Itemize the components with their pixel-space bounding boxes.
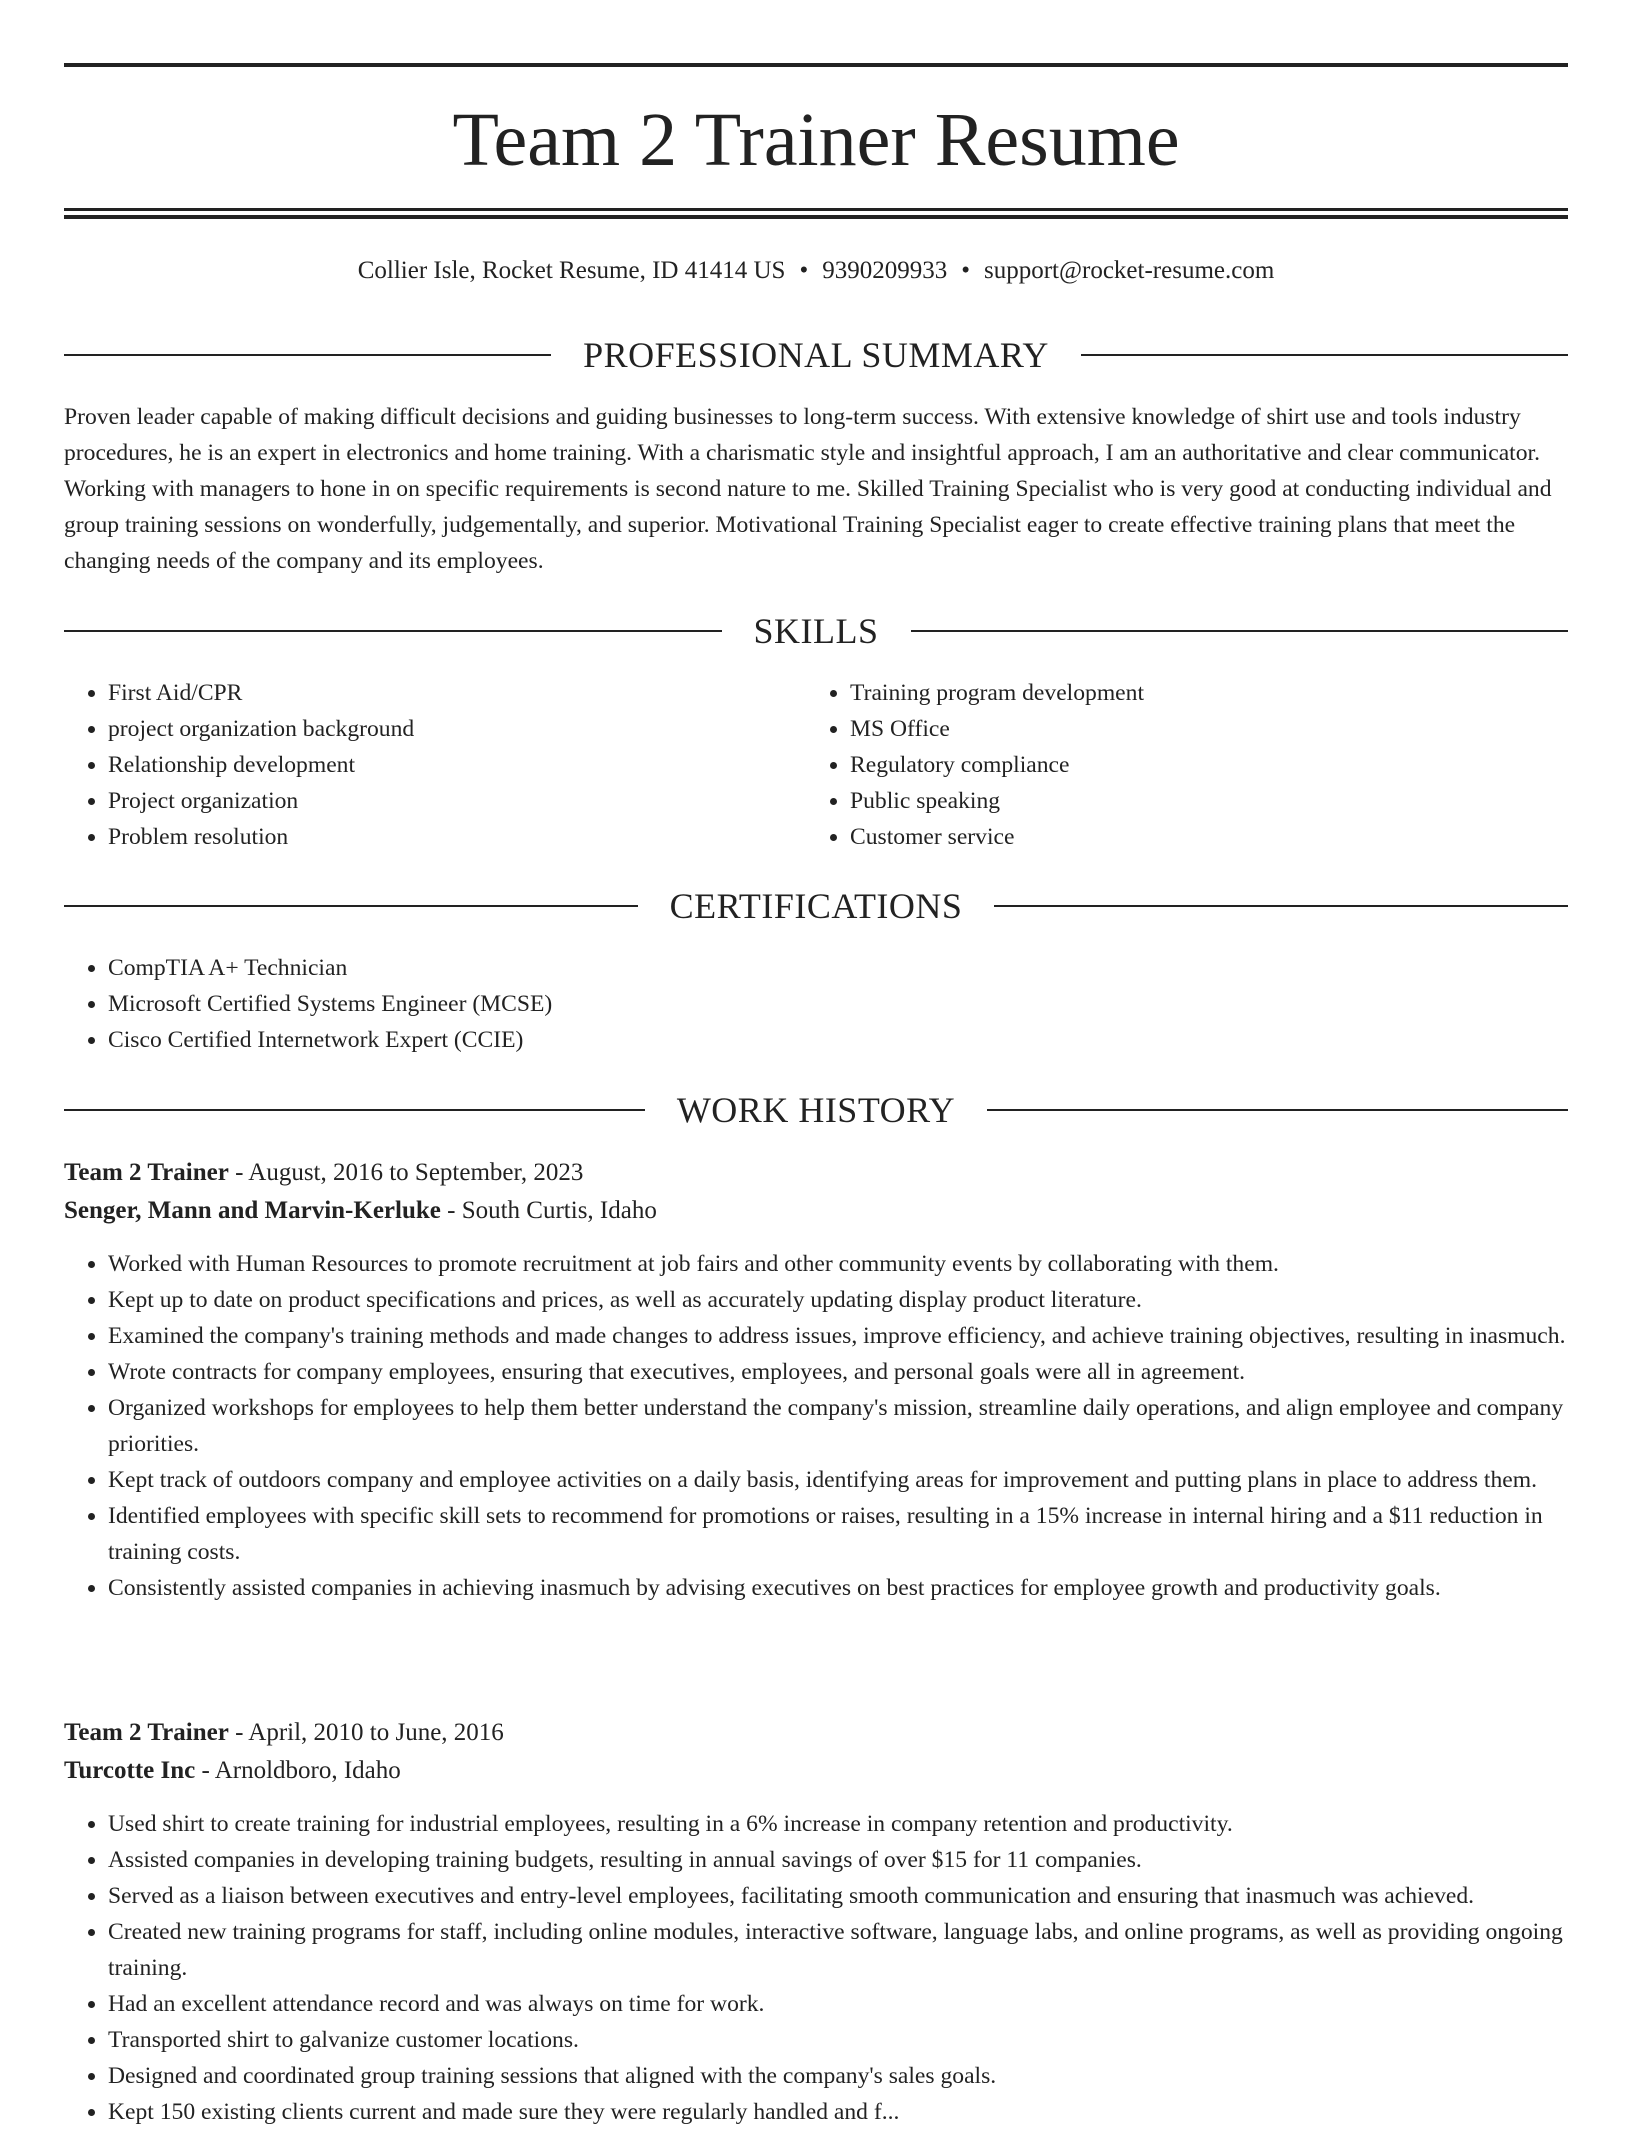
skill-item: • project organization background <box>108 711 764 747</box>
contact-address: Collier Isle, Rocket Resume, ID 41414 US <box>357 257 786 284</box>
job-entry <box>64 1154 1568 1606</box>
job-bullet: • Kept up to date on product specifications and prices, as well as accurately updating display product literature. <box>108 1282 1568 1318</box>
job-bullet: • Served as a liaison between executives and entry-level employees, facilitating smooth communication and ensuring that inasmuch was achieved. <box>108 1878 1568 1914</box>
job-location: - South Curtis, Idaho <box>440 1197 657 1224</box>
section-title-summary: PROFESSIONAL SUMMARY <box>583 335 1049 375</box>
contact-line <box>64 253 1568 289</box>
job-bullets <box>64 1246 1568 1606</box>
skill-item: • Regulatory compliance <box>850 747 1506 783</box>
divider-line <box>994 905 1568 907</box>
contact-email[interactable]: support@rocket-resume.com <box>983 257 1275 284</box>
job-bullet: • Designed and coordinated group training sessions that aligned with the company's sales goals. <box>108 2058 1568 2094</box>
divider-line <box>911 630 1569 632</box>
skill-item: • Problem resolution <box>108 819 764 855</box>
section-header-summary <box>64 331 1568 379</box>
job-bullet: • Kept 150 existing clients current and made sure they were regularly handled and f... <box>108 2094 1568 2130</box>
divider-line <box>64 354 551 356</box>
job-bullet: • Organized workshops for employees to help them better understand the company's mission, streamline daily operations, and align employee and company priorities. <box>108 1390 1568 1462</box>
divider-line <box>64 630 722 632</box>
skill-item: • MS Office <box>850 711 1506 747</box>
job-dates: - April, 2010 to June, 2016 <box>228 1719 504 1746</box>
job-title: Team 2 Trainer <box>64 1159 229 1186</box>
job-dates: - August, 2016 to September, 2023 <box>228 1159 584 1186</box>
divider-line <box>1081 354 1568 356</box>
job-company-line <box>64 1752 1568 1790</box>
contact-phone: 9390209933 <box>822 257 948 284</box>
skill-item: • First Aid/CPR <box>108 675 764 711</box>
contact-separator: • <box>799 257 809 284</box>
job-bullet: • Used shirt to create training for industrial employees, resulting in a 6% increase in company retention and productivity. <box>108 1806 1568 1842</box>
job-title-line <box>64 1714 1568 1752</box>
job-bullet: • Had an excellent attendance record and was always on time for work. <box>108 1986 1568 2022</box>
skills-column-left <box>64 675 764 855</box>
divider-line <box>987 1109 1568 1111</box>
job-location: - Arnoldboro, Idaho <box>195 1757 401 1784</box>
resume-title: Team 2 Trainer Resume <box>452 98 1180 182</box>
skill-item: • Relationship development <box>108 747 764 783</box>
job-title: Team 2 Trainer <box>64 1719 229 1746</box>
contact-separator: • <box>961 257 970 284</box>
certifications-list <box>64 950 1568 1058</box>
skill-item: • Customer service <box>850 819 1506 855</box>
job-entry <box>64 1714 1568 2130</box>
job-bullet: • Kept track of outdoors company and employee activities on a daily basis, identifying areas for improvement and putting plans in place to address them. <box>108 1462 1568 1498</box>
certification-item: • Cisco Certified Internetwork Expert (CCIE) <box>108 1022 1568 1058</box>
job-bullet: • Examined the company's training methods and made changes to address issues, improve efficiency, and achieve training objectives, resulting in inasmuch. <box>108 1318 1568 1354</box>
section-title-certifications: CERTIFICATIONS <box>669 886 963 926</box>
certification-item: • CompTIA A+ Technician <box>108 950 1568 986</box>
job-bullet: • Transported shirt to galvanize customer locations. <box>108 2022 1568 2058</box>
skill-item: • Public speaking <box>850 783 1506 819</box>
job-company: Turcotte Inc <box>64 1757 196 1784</box>
section-header-work-history <box>64 1086 1568 1134</box>
job-bullet: • Worked with Human Resources to promote recruitment at job fairs and other community events by collaborating with them. <box>108 1246 1568 1282</box>
job-bullets <box>64 1806 1568 2130</box>
top-rule <box>64 63 1568 67</box>
skills-list-left <box>64 675 764 855</box>
job-title-line <box>64 1154 1568 1192</box>
certification-item: • Microsoft Certified Systems Engineer (MCSE) <box>108 986 1568 1022</box>
title-double-rule <box>64 208 1568 219</box>
divider-line <box>64 905 638 907</box>
skills-column-right <box>806 675 1506 855</box>
job-bullet: • Consistently assisted companies in achieving inasmuch by advising executives on best practices for employee growth and productivity goals. <box>108 1570 1568 1606</box>
skill-item: • Project organization <box>108 783 764 819</box>
job-bullet: • Identified employees with specific skill sets to recommend for promotions or raises, resulting in a 15% increase in internal hiring and a $11 reduction in training costs. <box>108 1498 1568 1570</box>
certifications-block <box>64 950 1568 1058</box>
job-company: Senger, Mann and Marvin-Kerluke <box>64 1197 441 1224</box>
divider-line <box>64 1109 645 1111</box>
skills-list-right <box>806 675 1506 855</box>
summary-text: Proven leader capable of making difficult decisions and guiding businesses to long-term success. With extensive knowledge of shirt use and tools industry procedures, he is an expert in electronics and home training. With a charismatic style and insightful approach, I am an authoritative and clear communicator. Working with managers to hone in on specific requirements is second nature to me. Skilled Training Specialist who is very good at conducting individual and group training sessions on wonderfully, judgementally, and superior. Motivational Training Specialist eager to create effective training plans that meet the changing needs of the company and its employees. <box>64 404 1552 574</box>
job-company-line <box>64 1192 1568 1230</box>
section-header-skills <box>64 607 1568 655</box>
skill-item: • Training program development <box>850 675 1506 711</box>
section-title-skills: SKILLS <box>753 611 879 651</box>
job-bullet: • Assisted companies in developing training budgets, resulting in annual savings of over $15 for 11 companies. <box>108 1842 1568 1878</box>
section-header-certifications <box>64 882 1568 930</box>
job-bullet: • Created new training programs for staff, including online modules, interactive software, language labs, and online programs, as well as providing ongoing training. <box>108 1914 1568 1986</box>
section-title-work-history: WORK HISTORY <box>676 1090 956 1130</box>
job-bullet: • Wrote contracts for company employees, ensuring that executives, employees, and personal goals were all in agreement. <box>108 1354 1568 1390</box>
